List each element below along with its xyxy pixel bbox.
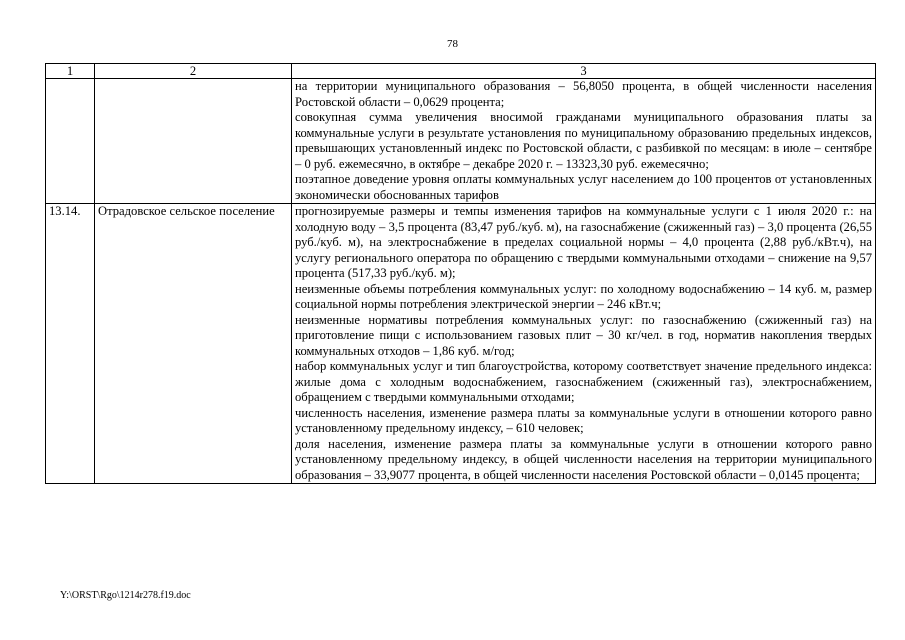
continuation-paragraph: на территории муниципального образования – 56,8050 процента, в общей численности населения Ростовской области – 0,0629 процента;: [295, 79, 872, 109]
row-paragraph: набор коммунальных услуг и тип благоустройства, которому соответствует значение предельного индекса: жилые дома с холодным водоснабжением, газоснабжением (сжиженный газ), электроснабжением, обращением с твердыми коммунальными отходами;: [295, 359, 872, 404]
continuation-content-cell: [292, 79, 876, 204]
row-paragraph: прогнозируемые размеры и темпы изменения тарифов на коммунальные услуги с 1 июля 2020 г.: на холодную воду – 3,5 процента (83,47 руб./куб. м), на газоснабжение (сжиженный газ) – 3,0 процента (26,55 руб./куб. м), на электроснабжение в пределах социальной нормы – 4,0 процента (2,88 руб./кВт.ч), на услугу регионального оператора по обращению с твердыми коммунальными отходами – снижение на 9,57 процента (517,33 руб./куб. м);: [295, 204, 872, 280]
page-number: 78: [447, 38, 458, 50]
continuation-paragraph: поэтапное доведение уровня оплаты коммунальных услуг населением до 100 процентов от установленных экономически обоснованных тарифов: [295, 172, 872, 202]
row-paragraph: неизменные нормативы потребления коммунальных услуг: по газоснабжению (сжиженный газ) на приготовление пищи с использованием газовых плит – 30 кг/чел. в год, норматив накопления твердых коммунальных отходов – 1,86 куб. м/год;: [295, 312, 872, 358]
header-col-3: 3: [292, 64, 876, 79]
row-paragraph: численность населения, изменение размера платы за коммунальные услуги в отношении которого равно установленному предельному индексу, – 610 человек;: [295, 405, 872, 435]
row-number: 13.14.: [46, 204, 95, 484]
row-paragraph: доля населения, изменение размера платы за коммунальные услуги в отношении которого равно установленному предельному индексу, в общей численности населения на территории муниципального образования – 33,9077 процента, в общей численности населения Ростовской области – 0,0145 процента;: [295, 436, 872, 482]
file-path-footer: Y:\ORST\Rgo\1214r278.f19.doc: [60, 590, 191, 601]
table-header-row: [46, 64, 876, 79]
table-row: [46, 204, 876, 484]
continuation-name-cell: [95, 79, 292, 204]
row-content-cell: [292, 204, 876, 484]
row-paragraph: неизменные объемы потребления коммунальных услуг: по холодному водоснабжению – 14 куб. м, размер социальной нормы потребления электрической энергии – 246 кВт.ч;: [295, 281, 872, 311]
row-settlement-name: Отрадовское сельское поселение: [95, 204, 292, 484]
continuation-row: [46, 79, 876, 204]
header-col-2: 2: [95, 64, 292, 79]
header-col-1: 1: [46, 64, 95, 79]
document-table: [45, 63, 876, 484]
continuation-number-cell: [46, 79, 95, 204]
continuation-paragraph: совокупная сумма увеличения вносимой гражданами муниципального образования платы за коммунальные услуги в результате установления по муниципальному образованию предельных индексов, превышающих установленный индекс по Ростовской области, с разбивкой по месяцам: в июле – сентябре – 0 руб. ежемесячно, в октябре – декабре 2020 г. – 13323,30 руб. ежемесячно;: [295, 110, 872, 171]
